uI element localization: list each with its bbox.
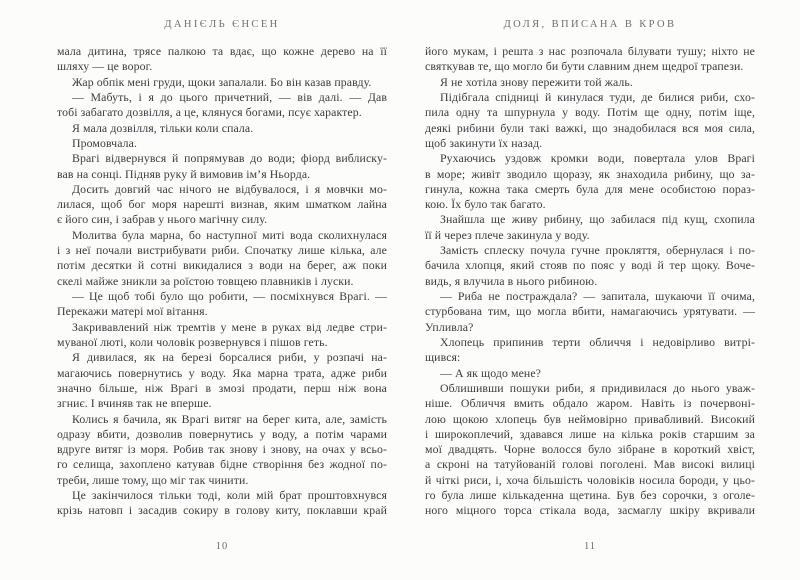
- text-line: мала дитина, трясе палкою та вдає, що кожне дерево на її: [57, 44, 387, 58]
- text-line: лою щокою хлопець був неймовірно привабливий. Високий: [425, 411, 755, 426]
- text-line: щився:: [425, 350, 461, 365]
- text-line: крізь натовп і засадив сокиру в голову киту, поклавши край: [57, 503, 387, 518]
- text-line: — А як щодо мене?: [440, 365, 541, 380]
- left-page-number: 10: [215, 541, 229, 552]
- text-line: Колись я бачила, як Врагі витяг на берег кита, але, замість: [72, 411, 387, 426]
- text-line: одразу вбити, дозволив повернутись у воду, а потім чарами: [57, 426, 387, 441]
- text-line: лилася, щоб бог моря нарешті визнав, яким шматком лайна: [57, 197, 387, 212]
- text-line: Закривавлений ніж тремтів у мене в руках від ледве стри-: [72, 319, 387, 334]
- right-page: [400, 0, 800, 580]
- text-line: скелі майже зникли за роїстою товщею плавників і луски.: [57, 273, 354, 288]
- text-line: і широкоплечий, здавався лише на кілька років старшим за: [425, 426, 755, 441]
- text-line: Підібгала спідниці й кинулася туди, де билися риби, схо-: [440, 89, 755, 104]
- text-line: є його син, і забрав у нього магічну силу.: [57, 212, 268, 227]
- text-line: го селища, захоплено катував бідне створіння без жодної по-: [57, 457, 387, 472]
- text-line: треби, лише тому, що міг так чинити.: [57, 472, 249, 487]
- text-line: гинула, кожна така смерть була для мене особистою пораз-: [425, 181, 755, 196]
- text-line: — Риба не постраждала? — запитала, шукаючи її очима,: [440, 289, 755, 303]
- text-line: потім десятки й сотні викидалися з води на берег, аж поки: [57, 258, 387, 273]
- text-line: значно більше, ніж Врагі в змозі продати, перш ніж вона: [57, 380, 387, 395]
- text-line: Я дивилася, як на березі борсалися риби, у розпачі на-: [72, 350, 387, 365]
- text-line: го була лише кількаденна щетина. Був без сорочки, з оголе-: [425, 488, 755, 503]
- text-line: його мукам, і решта з нас розпочала білувати тушу; ніхто не: [425, 44, 755, 58]
- text-line: пила одну та шпурнула у воду. Потім ще одну, потім іще,: [425, 105, 755, 120]
- text-line: видь, я влучила в нього рибиною.: [425, 273, 598, 288]
- text-line: Досить довгий час нічого не відбувалося, і я мовчки мо-: [72, 181, 387, 196]
- text-line: магаючись повернутись у воду. Яка марна трата, адже риби: [57, 365, 387, 380]
- text-line: Облишивши пошуки риби, я придивилася до нього уваж-: [440, 380, 755, 395]
- text-line: стурбована тим, що могла вбити, намагаючись урятувати. —: [425, 304, 755, 319]
- running-header-left: ДАНІЄЛЬ ЄНСЕН: [164, 19, 280, 30]
- text-line: Промовчала.: [72, 135, 138, 150]
- text-line: Замість сплеску почула гучне прокляття, обернулася і по-: [440, 243, 755, 258]
- text-line: Хлопець припинив терти обличчя і недовірливо витрі-: [440, 334, 755, 349]
- text-line: шляху — це ворог.: [57, 59, 153, 74]
- text-line: в море; живіт зводило щоразу, як знаходила рибину, що за-: [425, 166, 755, 181]
- text-line: Я мала дозвілля, тільки коли спала.: [72, 120, 254, 135]
- text-line: ного міцного торса стікала вода, засмаглу шкіру вкривали: [425, 503, 755, 518]
- text-line: Я не хотіла знову пережити той жаль.: [440, 74, 633, 89]
- text-line: і з неї почали вистрибувати риби. Спочатку лише кілька, але: [57, 243, 387, 258]
- text-line: Упливла?: [425, 319, 474, 334]
- text-line: Молитва була марна, бо наступної миті вода сколихнулася: [72, 227, 387, 242]
- text-line: Рухаючись уздовж кромки води, повертала улов Врагі: [440, 151, 755, 166]
- text-line: — Це щоб тобі було що робити, — посміхнувся Врагі. —: [72, 289, 387, 303]
- text-line: тобі забагато дозвілля, а це, клянуся богами, псує характер.: [57, 105, 362, 120]
- running-header-right: ДОЛЯ, ВПИСАНА В КРОВ: [503, 19, 677, 30]
- text-line: її й через плече закинула у воду.: [425, 227, 590, 242]
- text-line: бачила хлопця, який стояв по пояс у воді й тер щоку. Воче-: [425, 258, 755, 273]
- text-line: й чіткі риси, і, хоча більшість чоловіків носила бороди, у цьо-: [425, 472, 755, 487]
- right-page-text: [425, 44, 755, 519]
- text-line: святкував те, що могло би бути славним днем щедрої трапези.: [425, 59, 744, 74]
- text-line: Жар обпік мені груди, щоки запалали. Бо він казав правду.: [72, 74, 372, 89]
- text-line: згниє. І вчиняв так не вперше.: [57, 396, 212, 411]
- text-line: Знайшла ще живу рибину, що забилася під кущ, схопила: [440, 212, 755, 227]
- text-line: муваної люті, коли чоловік розвернувся і пішов геть.: [57, 334, 328, 349]
- text-line: деякі рибини були такі важкі, що знадобилася вся моя сила,: [425, 120, 755, 135]
- text-line: Це закінчилося тільки тоді, коли мій брат проштовхнувся: [72, 488, 387, 503]
- text-line: мої двадцять. Чорне волосся було зібране в короткий хвіст,: [425, 442, 755, 457]
- left-page-text: [57, 44, 387, 519]
- text-line: вдруге витяг із моря. Робив так знову і знову, на очах у всьо-: [57, 442, 387, 457]
- text-line: Перекажи матері мої вітання.: [57, 304, 208, 319]
- text-line: щоб закинути їх назад.: [425, 135, 543, 150]
- text-line: ніше. Обличчя вмить обдало жаром. Навіть із почервоні-: [425, 396, 755, 411]
- text-line: а скроні на татуйованій голові поголені. Мав високі вилиці: [425, 457, 755, 472]
- text-line: кою. Їх було так багато.: [425, 197, 546, 212]
- text-line: Врагі відвернувся й попрямував до води; фіорд виблиску-: [72, 151, 387, 166]
- text-line: вав на сонці. Підняв руку й вимовив ім’я Ньорда.: [57, 166, 311, 181]
- right-page-number: 11: [583, 541, 597, 552]
- text-line: — Мабуть, і я до цього причетний, — вів далі. — Дав: [72, 89, 387, 104]
